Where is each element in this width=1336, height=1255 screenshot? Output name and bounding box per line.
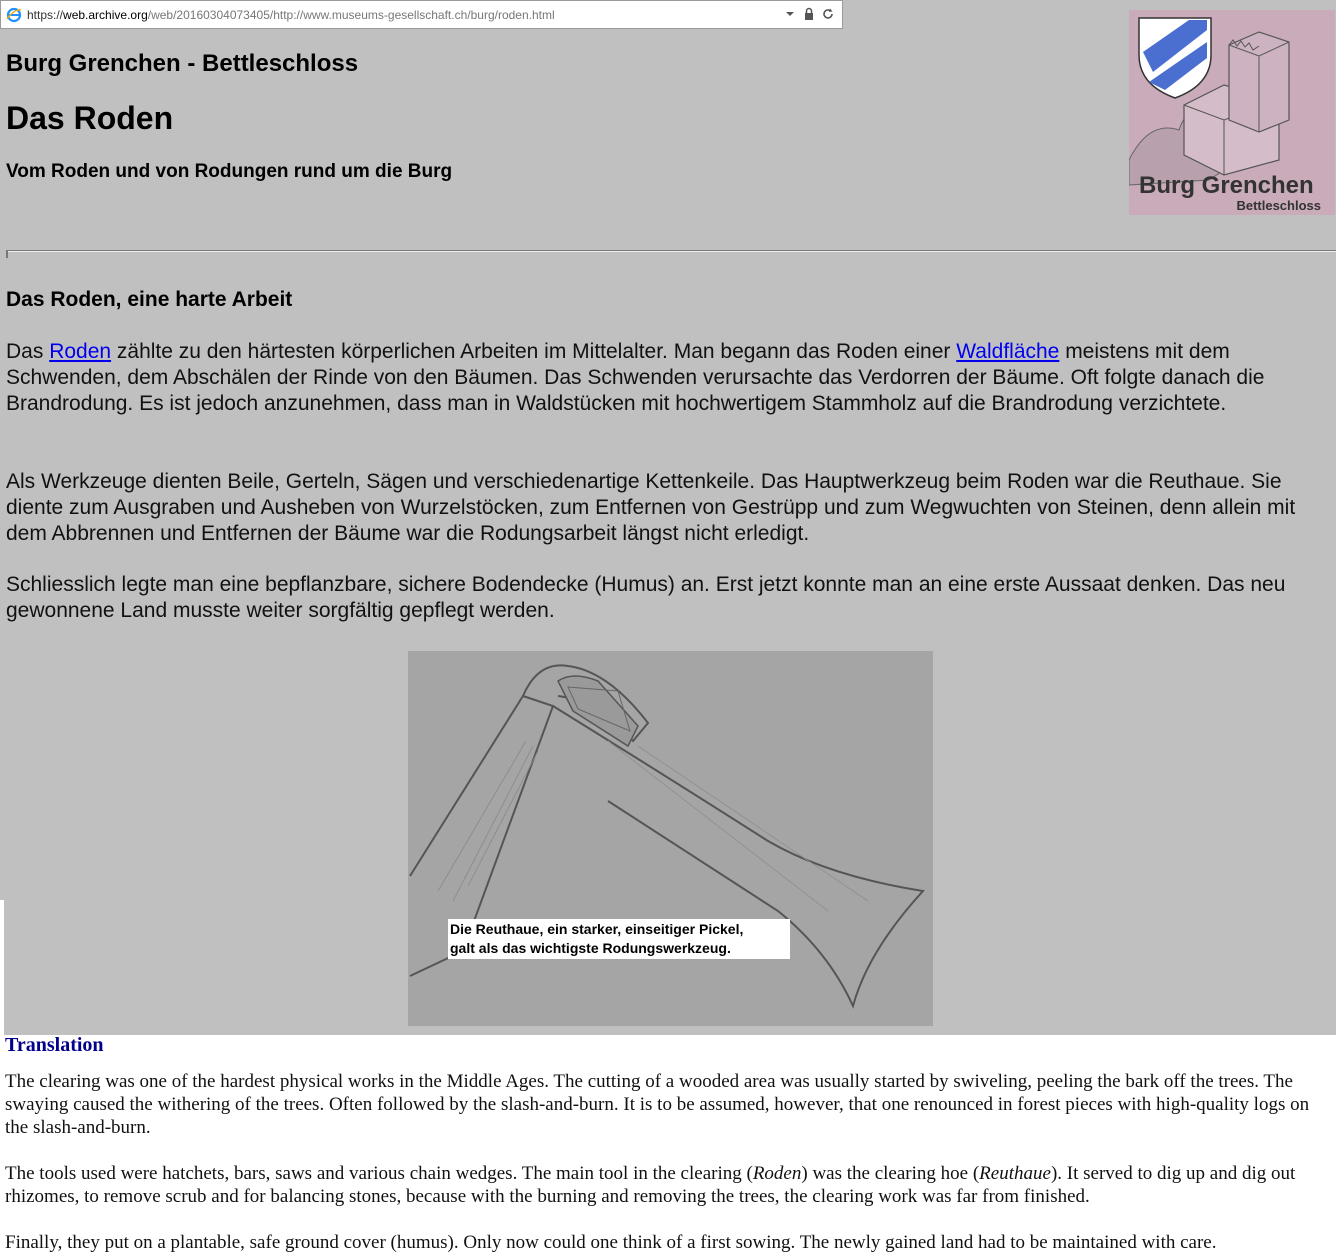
url-host: web.archive.org [63, 8, 148, 22]
translation-paragraph-1: The clearing was one of the hardest physical works in the Middle Ages. The cutting of a wooded area was usually started by swiveling, peeling the bark off the trees. The swaying caused the withering of the trees. Often followed by the slash-and-burn. It is to be assumed, however, that one renounced in forest pieces with high-quality logs on the slash-and-burn. [5, 1071, 1310, 1138]
p1-text-b: zählte zu den härtesten körperlichen Arbeiten im Mittelalter. Man begann das Roden einer [111, 340, 957, 363]
url-path: /web/20160304073405/http://www.museums-gesellschaft.ch/burg/roden.html [147, 8, 555, 22]
drawing-caption [448, 919, 790, 959]
p1-text-a: Das [6, 340, 50, 363]
page-subtitle: Vom Roden und von Rodungen rund um die Burg [6, 161, 453, 182]
lock-icon[interactable] [803, 7, 815, 21]
address-bar[interactable] [0, 0, 843, 29]
url-scheme: https:// [27, 8, 64, 22]
paragraph-3: Schliesslich legte man eine bepflanzbare, sichere Bodendecke (Humus) an. Erst jetzt konnte man an eine erste Aussaat denken. Das neu gewonnene Land musste weiter sorgfältig gepflegt werden. [6, 573, 1286, 622]
t2-text-a: The tools used were hatchets, bars, saws and various chain wedges. The main tool in the clearing ( [5, 1163, 753, 1184]
t2-reuthaue-term: Reuthaue [979, 1163, 1051, 1184]
logo-title: Burg Grenchen [1139, 172, 1314, 199]
url-text[interactable] [27, 8, 555, 22]
ie-icon [6, 7, 22, 23]
logo-subtitle: Bettleschloss [1236, 198, 1321, 213]
translation-paragraph-3: Finally, they put on a plantable, safe ground cover (humus). Only now could one think of a first sowing. The newly gained land had to be maintained with care. [5, 1232, 1217, 1253]
t2-text-c: ). It served to dig up and dig out rhizomes, to remove scrub and for balancing stones, because with the burning and removing the trees, the clearing work was far from finished. [5, 1163, 1296, 1207]
section-heading: Das Roden, eine harte Arbeit [6, 288, 293, 311]
site-title: Burg Grenchen - Bettleschloss [6, 50, 359, 77]
caption-line-2: galt als das wichtigste Rodungswerkzeug. [450, 940, 731, 956]
burg-grenchen-logo [1129, 10, 1335, 215]
reuthaue-drawing [408, 651, 933, 1026]
page-title: Das Roden [6, 100, 174, 136]
pickaxe-sketch-icon [408, 651, 933, 1026]
t2-text-b: ) was the clearing hoe ( [801, 1163, 980, 1184]
caption-line-1: Die Reuthaue, ein starker, einseitiger Pickel, [450, 921, 744, 937]
t2-roden-term: Roden [752, 1163, 802, 1184]
waldflaeche-link[interactable]: Waldfläche [956, 340, 1060, 363]
roden-link[interactable]: Roden [49, 340, 112, 363]
edge-strip [0, 900, 4, 1035]
translation-heading: Translation [5, 1034, 104, 1056]
divider-end [6, 250, 8, 258]
paragraph-1 [6, 339, 1331, 417]
p1-text-c: meistens mit dem Schwenden, dem Abschälen der Rinde von den Bäumen. Das Schwenden verursachte das Verdorren der Bäume. Oft folgte danach die Brandrodung. Es ist jedoch anzunehmen, dass man in Waldstücken mit hochwertigem Stammholz auf die Brandrodung verzichtete. [6, 340, 1265, 415]
dropdown-arrow-icon[interactable] [784, 7, 796, 21]
paragraph-2: Als Werkzeuge dienten Beile, Gerteln, Sägen und verschiedenartige Kettenkeile. Das Hauptwerkzeug beim Roden war die Reuthaue. Sie diente zum Ausgraben und Ausheben von Wurzelstöcken, zum Entfernen von Gestrüpp und zum Wegwuchten von Steinen, denn allein mit dem Abbrennen und Entfernen der Bäume war die Rodungsarbeit längst nicht erledigt. [6, 470, 1296, 545]
horizontal-divider [6, 250, 1336, 252]
translation-paragraph-2 [5, 1162, 1330, 1208]
refresh-icon[interactable] [822, 7, 834, 21]
